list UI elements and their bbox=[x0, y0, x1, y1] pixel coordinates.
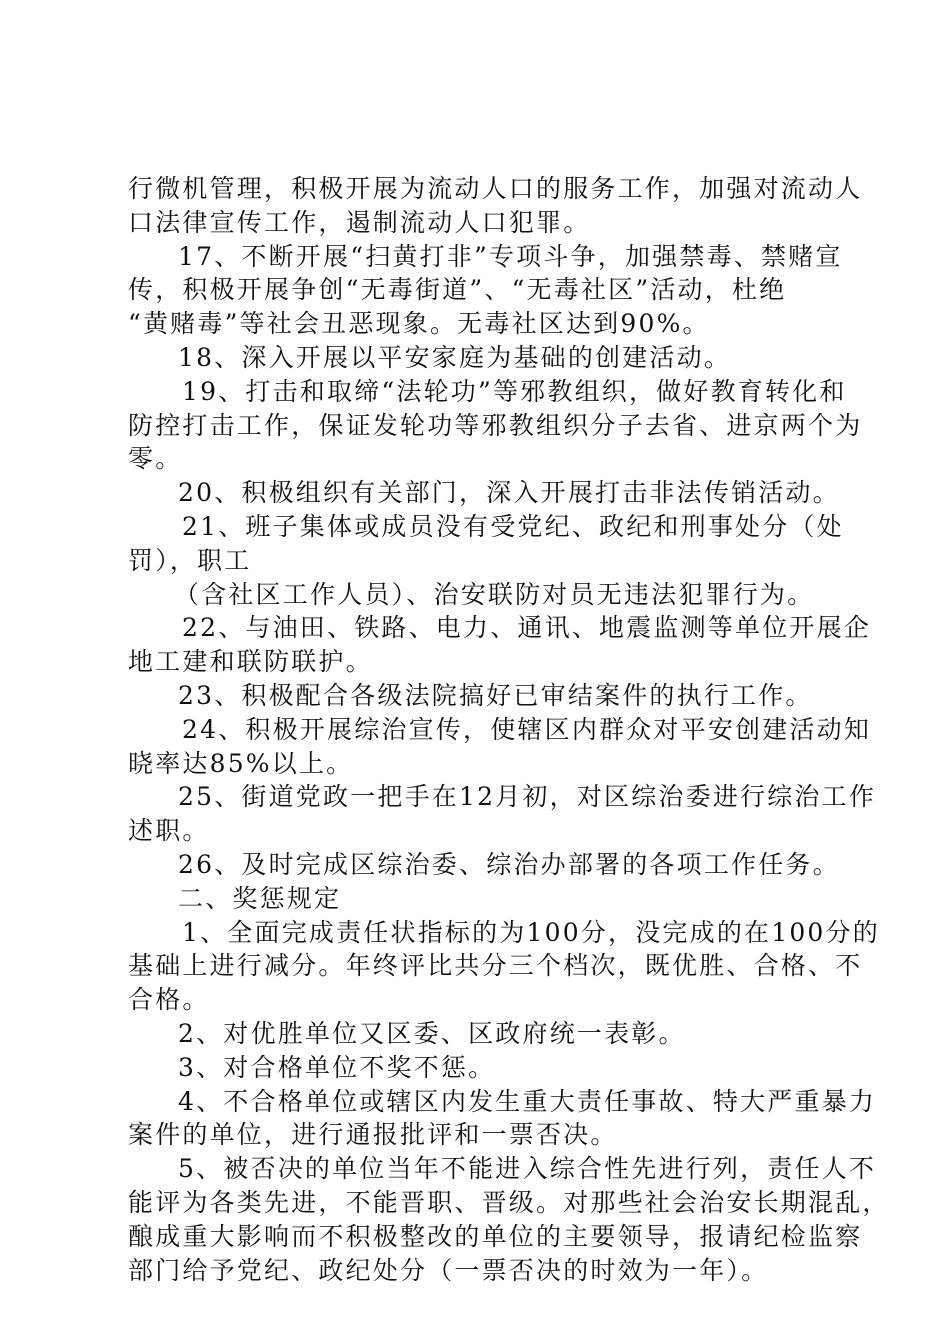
text-line: 口法律宣传工作，遏制流动人口犯罪。 bbox=[128, 207, 591, 237]
text-line: 基础上进行减分。年终评比共分三个档次，既优胜、合格、不 bbox=[128, 951, 863, 981]
text-line: 20、积极组织有关部门，深入开展打击非法传销活动。 bbox=[178, 478, 840, 508]
text-line: 案件的单位，进行通报批评和一票否决。 bbox=[128, 1120, 618, 1150]
text-line: 21、班子集体或成员没有受党纪、政纪和刑事处分（处 bbox=[182, 511, 844, 541]
text-line: “黄赌毒”等社会丑恶现象。无毒社区达到90%。 bbox=[128, 309, 710, 339]
text-line: 零。 bbox=[128, 444, 183, 474]
text-line: 部门给予党纪、政纪处分（一票否决的时效为一年）。 bbox=[128, 1255, 769, 1285]
text-line: 17、不断开展“扫黄打非”专项斗争，加强禁毒、禁赌宣 bbox=[178, 241, 843, 271]
text-line: 23、积极配合各级法院搞好已审结案件的执行工作。 bbox=[178, 680, 813, 710]
text-line: 4、不合格单位或辖区内发生重大责任事故、特大严重暴力 bbox=[178, 1086, 877, 1116]
text-line: 22、与油田、铁路、电力、通讯、地震监测等单位开展企 bbox=[182, 613, 872, 643]
document-body bbox=[128, 172, 890, 1287]
text-line: 25、街道党政一把手在12月初，对区综治委进行综治工作 bbox=[178, 782, 877, 812]
text-line: 地工建和联防联护。 bbox=[128, 647, 373, 677]
text-line: 防控打击工作，保证发轮功等邪教组织分子去省、进京两个为 bbox=[128, 410, 863, 440]
text-line: 传，积极开展争创“无毒街道”、“无毒社区”活动，杜绝 bbox=[128, 275, 787, 305]
text-line: 19、打击和取缔“法轮功”等邪教组织，做好教育转化和 bbox=[182, 376, 847, 406]
text-line: 5、被否决的单位当年不能进入综合性先进行列，责任人不 bbox=[178, 1154, 877, 1184]
text-line: 酿成重大影响而不积极整改的单位的主要领导，报请纪检监察 bbox=[128, 1221, 863, 1251]
text-line: 罚），职工 bbox=[128, 545, 252, 575]
text-line: 能评为各类先进，不能晋职、晋级。对那些社会治安长期混乱， bbox=[128, 1187, 890, 1217]
text-line: 述职。 bbox=[128, 816, 210, 846]
text-line: （含社区工作人员）、治安联防对员无违法犯罪行为。 bbox=[174, 579, 815, 609]
text-line: 行微机管理，积极开展为流动人口的服务工作，加强对流动人 bbox=[128, 174, 863, 203]
text-line: 18、深入开展以平安家庭为基础的创建活动。 bbox=[178, 342, 732, 372]
text-line: 3、对合格单位不奖不惩。 bbox=[178, 1052, 496, 1082]
text-line: 26、及时完成区综治委、综治办部署的各项工作任务。 bbox=[178, 849, 840, 879]
section-heading: 二、奖惩规定 bbox=[178, 883, 342, 913]
text-line: 晓率达85%以上。 bbox=[128, 748, 354, 778]
text-line: 24、积极开展综治宣传，使辖区内群众对平安创建活动知 bbox=[182, 714, 872, 744]
text-line: 2、对优胜单位又区委、区政府统一表彰。 bbox=[178, 1018, 686, 1048]
text-line: 1、全面完成责任状指标的为100分，没完成的在100分的 bbox=[182, 917, 880, 947]
text-line: 合格。 bbox=[128, 985, 210, 1015]
